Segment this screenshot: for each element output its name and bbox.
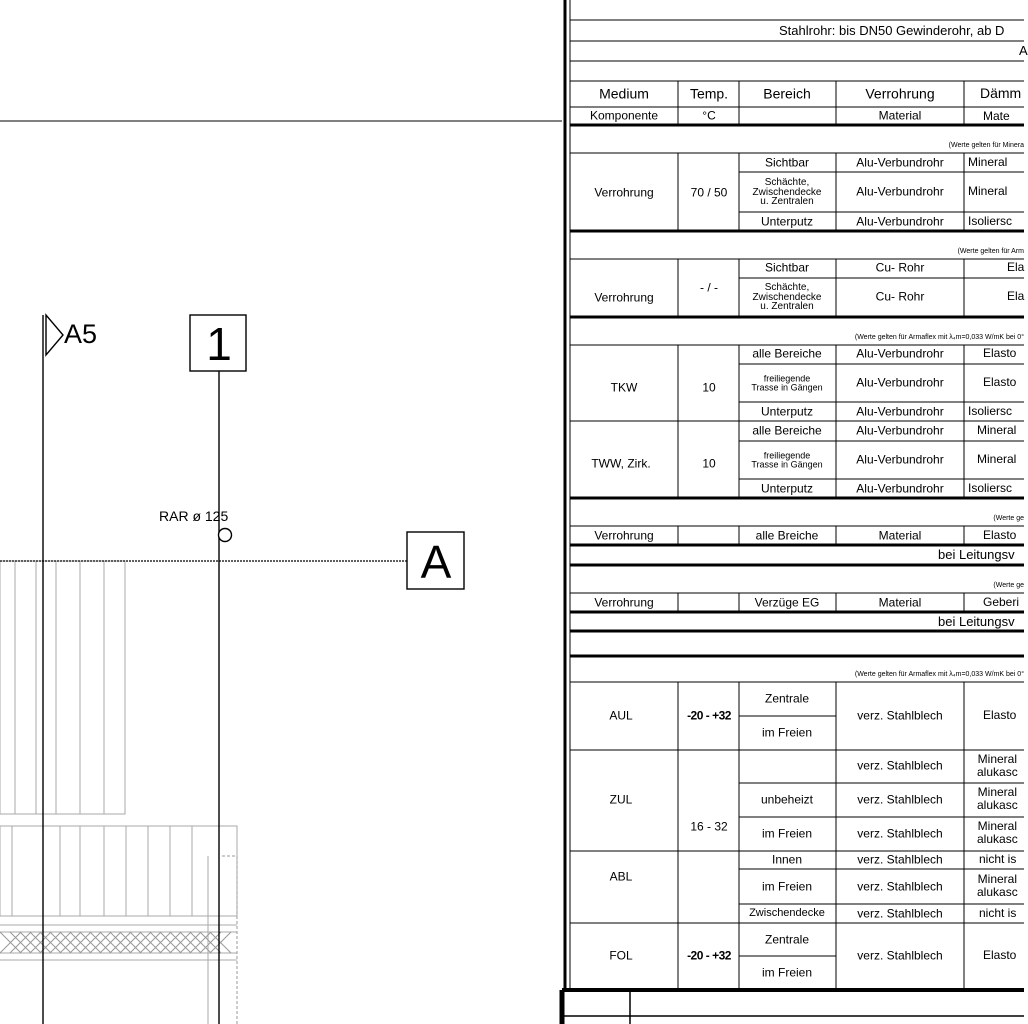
wall-hatch-upper [0, 561, 125, 814]
sec2-r2-daemm: Ela [1007, 289, 1025, 303]
note-4: (Werte ge [993, 515, 1024, 522]
sec5-verrohrung: Material [878, 595, 922, 610]
note-1: (Werte gelten für Minera [948, 142, 1024, 149]
zul-r3-bereich: im Freien [761, 826, 813, 841]
slab-crosshatch [0, 932, 231, 953]
tkw-temp: 10 [702, 380, 716, 395]
sec4-verrohrung: Material [878, 528, 922, 543]
sec1-r2-bereich: Schächte, Zwischendecke u. Zentralen [752, 176, 822, 207]
sec5-bereich: Verzüge EG [754, 595, 820, 610]
tkw-r2-verrohrung: Alu-Verbundrohr [856, 375, 944, 390]
subheader-daemm-material: Mate [983, 109, 1010, 123]
aul-r1-bereich: Zentrale [764, 691, 810, 706]
sec1-r1-daemm: Mineral [968, 155, 1008, 169]
axis-label-a5: A5 [64, 319, 98, 349]
fol-medium: FOL [609, 948, 633, 963]
subheader-material: Material [878, 108, 922, 123]
tww-r1-daemm: Mineral [977, 423, 1017, 437]
sec1-r3-verrohrung: Alu-Verbundrohr [856, 214, 944, 229]
sec2-medium: Verrohrung [594, 290, 654, 305]
tww-r3-daemm: Isoliersc [968, 481, 1013, 495]
header-verrohrung: Verrohrung [865, 85, 935, 102]
tkw-r2-bereich: freiliegende Trasse in Gängen [751, 373, 823, 392]
aul-r2-bereich: im Freien [761, 725, 813, 740]
abl-r3-verrohrung: verz. Stahlblech [857, 906, 943, 921]
abl-r2-daemm: Mineral alukasc [977, 872, 1018, 899]
subheader-komponente: Komponente [589, 108, 659, 123]
sec1-temp: 70 / 50 [690, 185, 728, 200]
sec5-daemm: Geberi [983, 595, 1020, 609]
aul-medium: AUL [609, 708, 633, 723]
floor-plan [0, 121, 562, 1024]
sec4-medium: Verrohrung [594, 528, 654, 543]
sec1-r1-verrohrung: Alu-Verbundrohr [856, 155, 944, 170]
tww-r3-verrohrung: Alu-Verbundrohr [856, 481, 944, 496]
sec2-r1-bereich: Sichtbar [764, 260, 810, 275]
tww-temp: 10 [702, 456, 716, 471]
header-medium: Medium [599, 85, 649, 102]
abl-r1-bereich: Innen [771, 852, 803, 867]
fol-r2-bereich: im Freien [761, 965, 813, 980]
sec4-bereich: alle Breiche [755, 528, 819, 543]
duct-label: RAR ø 125 [159, 508, 229, 524]
zul-r2-bereich: unbeheizt [760, 792, 814, 807]
zul-r3-daemm: Mineral alukasc [977, 819, 1018, 846]
zul-r3-verrohrung: verz. Stahlblech [857, 826, 943, 841]
tww-r2-daemm: Mineral [977, 452, 1017, 466]
tkw-r1-daemm: Elasto [983, 346, 1017, 360]
aul-daemm: Elasto [983, 708, 1017, 722]
aul-temp: -20 - +32 [687, 708, 731, 723]
sec5-medium: Verrohrung [594, 595, 654, 610]
tkw-r3-daemm: Isoliersc [968, 404, 1013, 418]
zul-r1-daemm: Mineral alukasc [977, 752, 1018, 779]
note-5: (Werte ge [993, 582, 1024, 589]
tkw-r3-bereich: Unterputz [760, 404, 814, 419]
zul-medium: ZUL [609, 792, 633, 807]
sec1-medium: Verrohrung [594, 185, 654, 200]
note-2: (Werte gelten für Arm [957, 248, 1024, 255]
header-daemmung: Dämm [980, 85, 1022, 101]
duct-riser-symbol [219, 529, 232, 542]
abl-r2-bereich: im Freien [761, 879, 813, 894]
note-6: (Werte gelten für Armaflex mit λ₄m=0,033 W/mK bei 0° [854, 671, 1024, 678]
sec1-r3-bereich: Unterputz [760, 214, 814, 229]
tkw-r1-verrohrung: Alu-Verbundrohr [856, 346, 944, 361]
tkw-r2-daemm: Elasto [983, 375, 1017, 389]
table-title-frag1: A [1019, 43, 1028, 58]
sec5-footer: bei Leitungsv [938, 614, 1015, 629]
zul-r2-verrohrung: verz. Stahlblech [857, 792, 943, 807]
tww-r2-bereich: freiliegende Trasse in Gängen [751, 450, 823, 469]
abl-r2-verrohrung: verz. Stahlblech [857, 879, 943, 894]
aul-verrohrung: verz. Stahlblech [857, 708, 943, 723]
sec1-r2-daemm: Mineral [968, 184, 1008, 198]
subheader-unit: °C [702, 108, 716, 123]
sec1-r1-bereich: Sichtbar [764, 155, 810, 170]
fol-verrohrung: verz. Stahlblech [857, 948, 943, 963]
header-bereich: Bereich [763, 85, 811, 102]
tww-r3-bereich: Unterputz [760, 481, 814, 496]
sec4-daemm: Elasto [983, 528, 1017, 542]
tkw-r3-verrohrung: Alu-Verbundrohr [856, 404, 944, 419]
fol-r1-bereich: Zentrale [764, 932, 810, 947]
sec4-footer: bei Leitungsv [938, 547, 1015, 562]
sec1-r2-verrohrung: Alu-Verbundrohr [856, 184, 944, 199]
abl-r1-daemm: nicht is [979, 852, 1017, 866]
sec1-r3-daemm: Isoliersc [968, 214, 1013, 228]
axis-label-1: 1 [206, 317, 232, 370]
axis-label-a: A [420, 535, 452, 588]
tww-medium: TWW, Zirk. [591, 456, 651, 471]
tww-r1-bereich: alle Bereiche [752, 423, 822, 438]
sec2-temp: - / - [700, 280, 718, 295]
abl-medium: ABL [609, 869, 633, 884]
fol-daemm: Elasto [983, 948, 1017, 962]
sec2-r1-daemm: Ela [1007, 260, 1025, 274]
tkw-r1-bereich: alle Bereiche [752, 346, 822, 361]
axis-a5-marker [46, 315, 63, 355]
note-3: (Werte gelten für Armaflex mit λ₄m=0,033 W/mK bei 0° [854, 334, 1024, 341]
zul-r1-verrohrung: verz. Stahlblech [857, 758, 943, 773]
zul-abl-temp: 16 - 32 [690, 819, 728, 834]
table-title-line: Stahlrohr: bis DN50 Gewinderohr, ab D [779, 23, 1005, 38]
fol-temp: -20 - +32 [687, 948, 731, 963]
abl-r3-bereich: Zwischendecke [749, 907, 825, 920]
header-temp: Temp. [689, 85, 729, 102]
sec2-r2-verrohrung: Cu- Rohr [875, 289, 925, 304]
wall-hatch-lower [0, 826, 237, 1024]
abl-r3-daemm: nicht is [979, 906, 1017, 920]
tww-r2-verrohrung: Alu-Verbundrohr [856, 452, 944, 467]
tkw-medium: TKW [610, 380, 638, 395]
sec2-r1-verrohrung: Cu- Rohr [875, 260, 925, 275]
wall-edge-dashed [222, 856, 237, 1024]
abl-r1-verrohrung: verz. Stahlblech [857, 852, 943, 867]
zul-r2-daemm: Mineral alukasc [977, 785, 1018, 812]
sec2-r2-bereich: Schächte, Zwischendecke u. Zentralen [752, 281, 822, 312]
tww-r1-verrohrung: Alu-Verbundrohr [856, 423, 944, 438]
